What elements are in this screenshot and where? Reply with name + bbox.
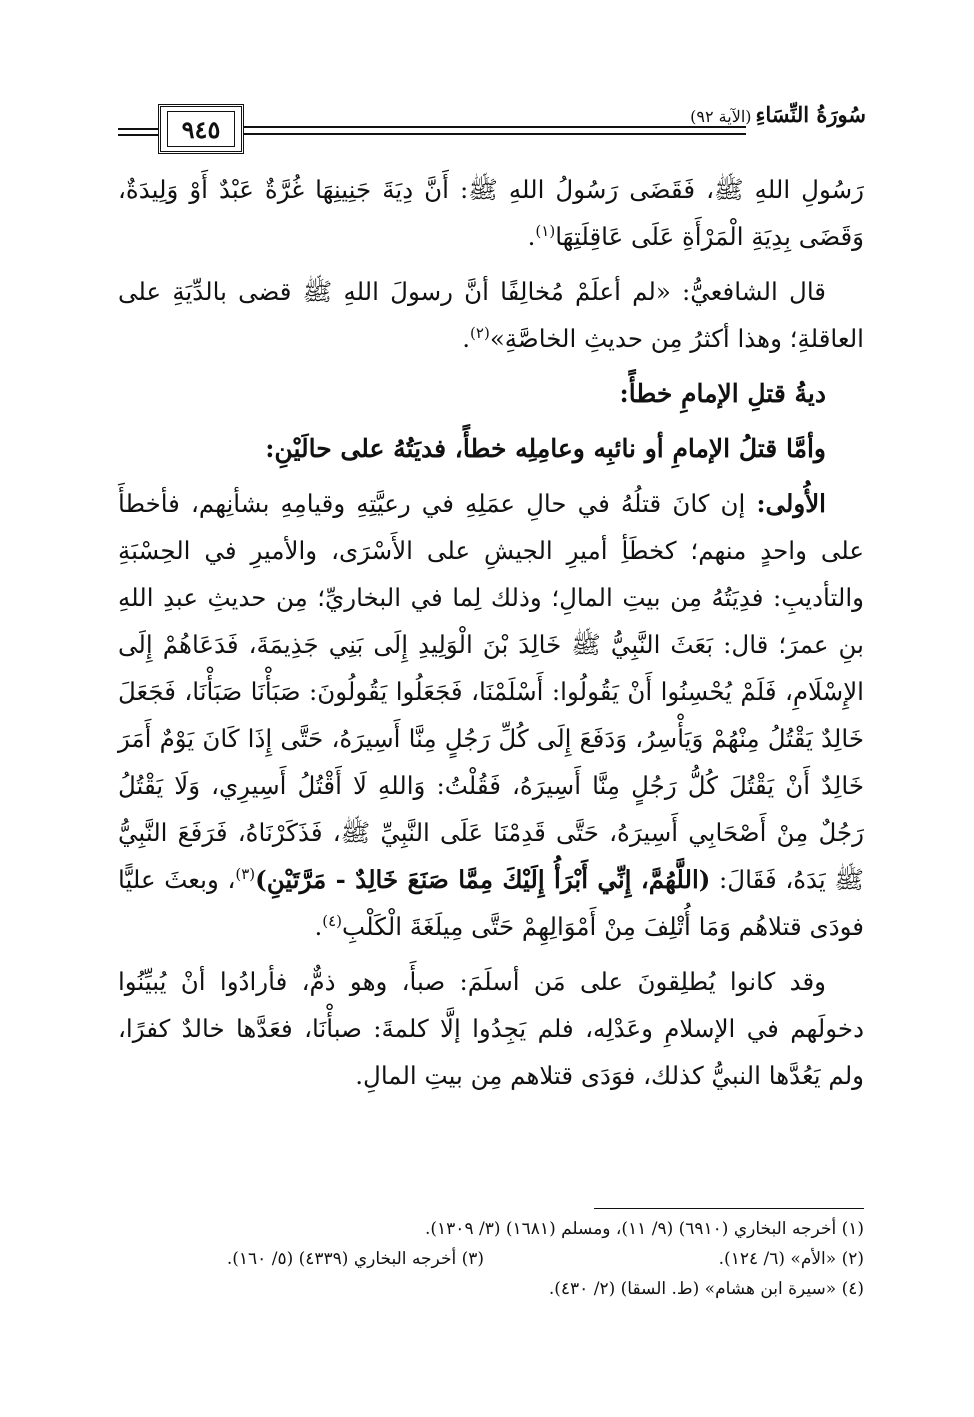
- paragraph: [118, 166, 864, 260]
- hadith-quote: (اللَّهُمَّ، إِنِّي أَبْرَأُ إِلَيْكَ مِمَّا صَنَعَ خَالِدٌ - مَرَّتَيْنِ): [255, 865, 711, 894]
- section-subheading: وأمَّا قتلُ الإمامِ أو نائبِه وعامِلِه خطأً، فديَتُهُ على حالَيْنِ:: [265, 434, 826, 463]
- paragraph: [118, 480, 864, 950]
- page-number-frame: [158, 104, 244, 154]
- paragraph: وقد كانوا يُطلِقونَ على مَن أسلَمَ: صبأَ، وهو ذمٌّ، فأرادُوا أنْ يُبيِّنُوا دخولَهم في الإسلامِ وعَدْلِه، فلم يَجِدُوا إلَّا كلمةَ: صبأْنَا، فعَدَّها خالدٌ كفرًا، ولم يَعُدَّها النبيُّ كذلك، فوَدَى قتلاهم مِن بيتِ المالِ.: [118, 967, 864, 1090]
- running-title: [690, 100, 866, 132]
- surah-title: سُورَةُ النِّسَاءِ: [755, 102, 866, 127]
- paragraph-text: ، وبعثَ عليًّا فودَى قتلاهُم وَمَا أُتْلِفَ مِنْ أَمْوَالِهِمْ حَتَّى مِيلَغَةَ الْكَلْبِ: [118, 865, 864, 941]
- footnote: (٣) أخرجه البخاري (٤٣٣٩) (٥/ ١٦٠).: [226, 1249, 484, 1269]
- footnote: (٤) «سيرة ابن هشام» (ط. السقا) (٢/ ٤٣٠).: [548, 1279, 864, 1299]
- page-header: [118, 100, 866, 160]
- footnote-separator: [594, 1208, 864, 1209]
- footnote-ref: (٢): [470, 323, 490, 342]
- paragraph-text: رَسُولِ اللهِ ﷺ، فَقَضَى رَسُولُ اللهِ ﷺ: أَنَّ دِيَةَ جَنِينِهَا غُرَّةٌ عَبْدٌ أَوْ وَلِيدَةٌ، وَقَضَى بِدِيَةِ الْمَرْأَةِ عَلَى عَاقِلَتِهَا: [118, 175, 864, 251]
- punctuation: .: [462, 324, 471, 353]
- punctuation: .: [314, 912, 323, 941]
- paragraph-text: قال الشافعيُّ: «لم أعلَمْ مُخالِفًا أنَّ رسولَ اللهِ ﷺ قضى بالدِّيَةِ على العاقلةِ؛ وهذا أكثرُ مِن حديثِ الخاصَّةِ»: [118, 277, 864, 353]
- footnote-row: [118, 1244, 864, 1274]
- main-text: [118, 166, 864, 1107]
- page-number: ٩٤٥: [167, 111, 235, 147]
- footnote-ref: (١): [535, 221, 556, 240]
- footnote: (٢) «الأم» (٦/ ١٢٤).: [718, 1249, 864, 1269]
- paragraph-lead: الأُولى:: [756, 489, 826, 518]
- footnote: (١) أخرجه البخاري (٦٩١٠) (٩/ ١١)، ومسلم (١٦٨١) (٣/ ١٣٠٩).: [425, 1219, 864, 1239]
- header-rule: [244, 133, 746, 135]
- punctuation: .: [527, 222, 536, 251]
- header-rule: [118, 128, 158, 130]
- footnote-ref: (٤): [322, 911, 343, 930]
- footnote-ref: (٣): [235, 864, 256, 883]
- section-heading: ديةُ قتلِ الإمامِ خطأً:: [619, 379, 826, 408]
- ayah-reference: (الآية ٩٢): [690, 107, 752, 126]
- footnotes: [118, 1214, 864, 1304]
- paragraph-text: إن كانَ قتلُهُ في حالِ عمَلِهِ في رعيَّتِهِ وقيامِهِ بشأنِهم، فأخطأَ على واحدٍ منهم؛ كخطَأِ أميرِ الجيشِ على الأَسْرَى، والأميرِ في الحِسْبَةِ والتأديبِ: فدِيَتُهُ مِن بيتِ المالِ؛ وذلك لِما في البخاريِّ؛ مِن حديثِ عبدِ اللهِ بنِ عمرَ؛ قال: بَعَثَ النَّبِيُّ ﷺ خَالِدَ بْنَ الْوَلِيدِ إِلَى بَنِي جَذِيمَةَ، فَدَعَاهُمْ إِلَى الإِسْلَامِ، فَلَمْ يُحْسِنُوا أَنْ يَقُولُوا: أَسْلَمْنَا، فَجَعَلُوا يَقُولُونَ: صَبَأْنَا صَبَأْنَا، فَجَعَلَ خَالِدٌ يَقْتُلُ مِنْهُمْ وَيَأْسِرُ، وَدَفَعَ إِلَى كُلِّ رَجُلٍ مِنَّا أَسِيرَهُ، حَتَّى إِذَا كَانَ يَوْمٌ أَمَرَ خَالِدٌ أَنْ يَقْتُلَ كُلُّ رَجُلٍ مِنَّا أَسِيرَهُ، فَقُلْتُ: وَاللهِ لَا أَقْتُلُ أَسِيرِي، وَلَا يَقْتُلُ رَجُلٌ مِنْ أَصْحَابِي أَسِيرَهُ، حَتَّى قَدِمْنَا عَلَى النَّبِيِّ ﷺ، فَذَكَرْنَاهُ، فَرَفَعَ النَّبِيُّ ﷺ يَدَهُ، فَقَالَ:: [118, 489, 864, 894]
- paragraph: [118, 268, 864, 362]
- header-rule: [244, 126, 746, 128]
- header-rule: [118, 134, 158, 136]
